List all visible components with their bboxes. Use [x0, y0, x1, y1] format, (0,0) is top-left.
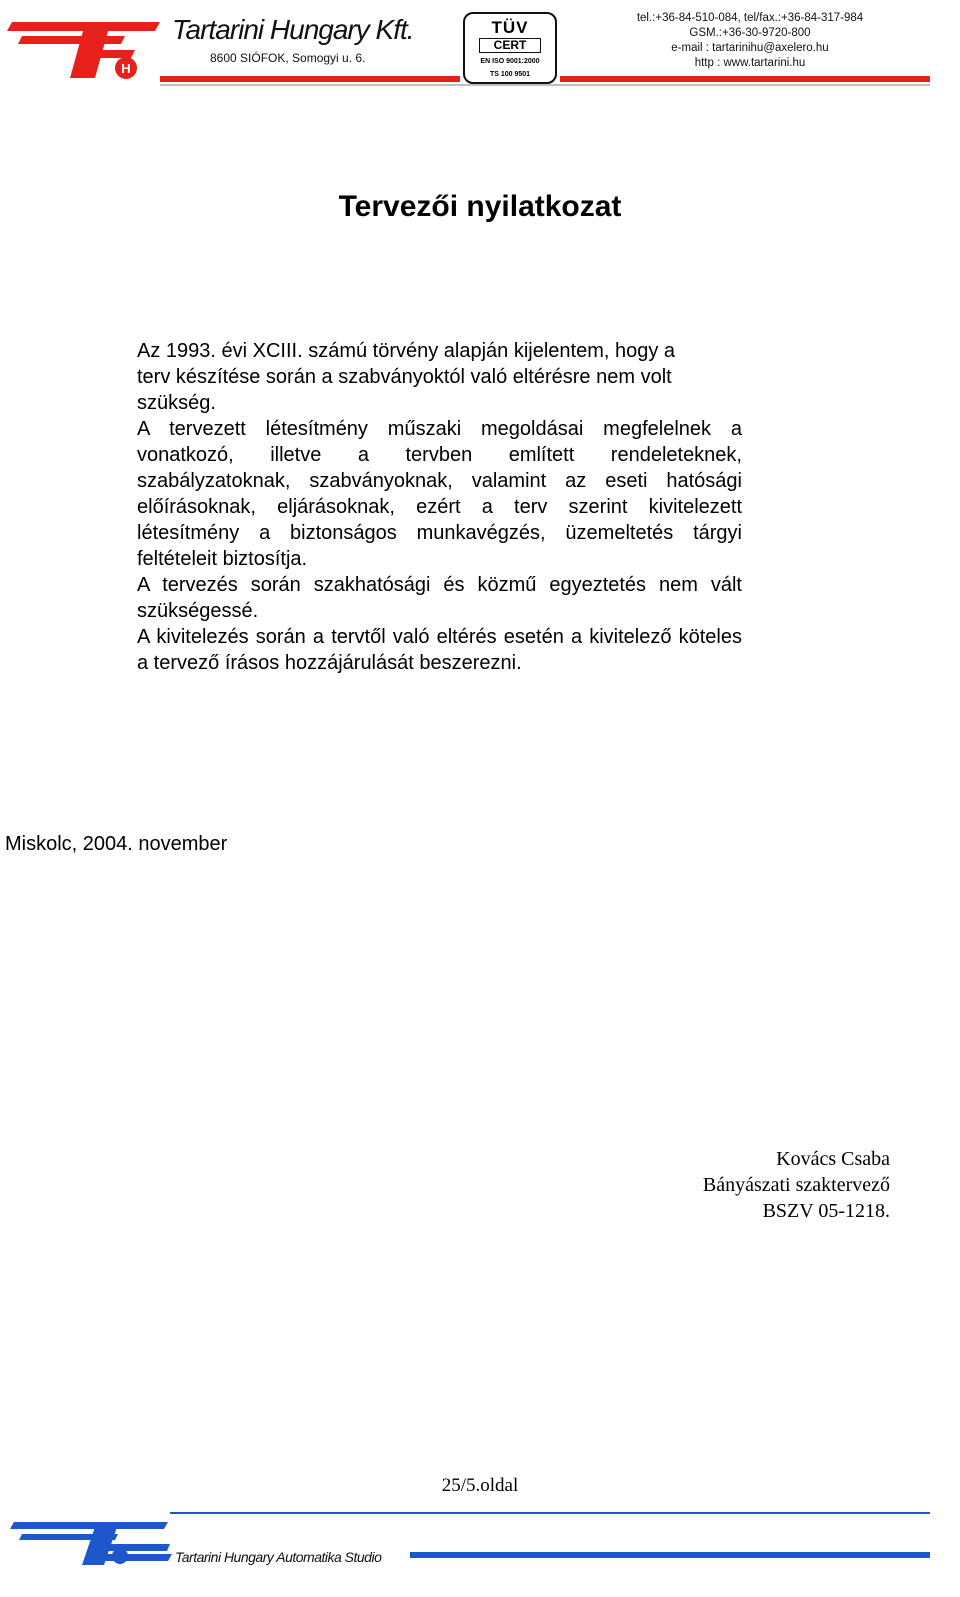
signer-license: BSZV 05-1218. [762, 1200, 890, 1222]
header-rule-red-right [560, 76, 930, 82]
company-address: 8600 SIÓFOK, Somogyi u. 6. [210, 51, 366, 65]
header-rule-red [160, 76, 460, 82]
footer-rule-bottom [410, 1552, 930, 1558]
place-and-date: Miskolc, 2004. november [5, 833, 228, 855]
iso-standard: EN ISO 9001:2000 [480, 58, 540, 65]
paragraph-standards: terv készítése során a szabványoktól való eltérésre nem volt szükség. [137, 366, 672, 414]
paragraph-law-reference: Az 1993. évi XCIII. számú törvény alapján kijelentem, hogy a [137, 340, 676, 362]
contact-web: http : www.tartarini.hu [694, 57, 806, 69]
paragraph-technical-solutions: A tervezett létesítmény műszaki megoldásai megfelelnek a vonatkozó, illetve a tervben említett rendeleteknek, szabályzatoknak, szabványoknak, valamint az eseti hatósági előírásoknak, eljárásoknak, ezért a terv szerint kivitelezett létesítmény a biztonságos munkavégzés, üzemeltetés tárgyi feltételeit biztosítja. [137, 418, 742, 570]
footer-rule-top [170, 1512, 930, 1514]
tartarini-logo [0, 0, 170, 90]
header-rule-grey [160, 84, 930, 86]
contact-gsm: GSM.:+36-30-9720-800 [689, 27, 811, 39]
paragraph-authority-coordination: A tervezés során szakhatósági és közmű egyeztetés nem vált szükségessé. [137, 574, 742, 622]
logo-letter: H [121, 61, 131, 76]
signer-name: Kovács Csaba [776, 1148, 890, 1170]
footer-logo [0, 1510, 175, 1570]
signature-block [600, 1146, 890, 1224]
contact-email: e-mail : tartarinihu@axelero.hu [671, 42, 829, 54]
signer-role: Bányászati szaktervező [702, 1174, 890, 1196]
document-title: Tervezői nyilatkozat [338, 190, 622, 223]
tuv-cert-seal [463, 12, 557, 84]
paragraph-deviation-consent: A kivitelezés során a tervtől való eltérés esetén a kivitelező köteles a tervező írásos hozzájárulását beszerezni. [137, 626, 742, 674]
cert-label: CERT [479, 38, 541, 53]
footer-company-name: Tartarini Hungary Automatika Studio [175, 1549, 382, 1565]
page-number: 25/5.oldal [441, 1475, 519, 1496]
contact-block [600, 11, 900, 71]
tuv-label: TÜV [491, 18, 529, 37]
ts-standard: TS 100 9501 [489, 71, 531, 78]
letterhead [0, 0, 960, 95]
company-name: Tartarini Hungary Kft. [172, 14, 414, 45]
footer-banner [0, 1510, 960, 1597]
contact-phone: tel.:+36-84-510-084, tel/fax.:+36-84-317-984 [636, 12, 864, 24]
declaration-body [137, 338, 742, 676]
